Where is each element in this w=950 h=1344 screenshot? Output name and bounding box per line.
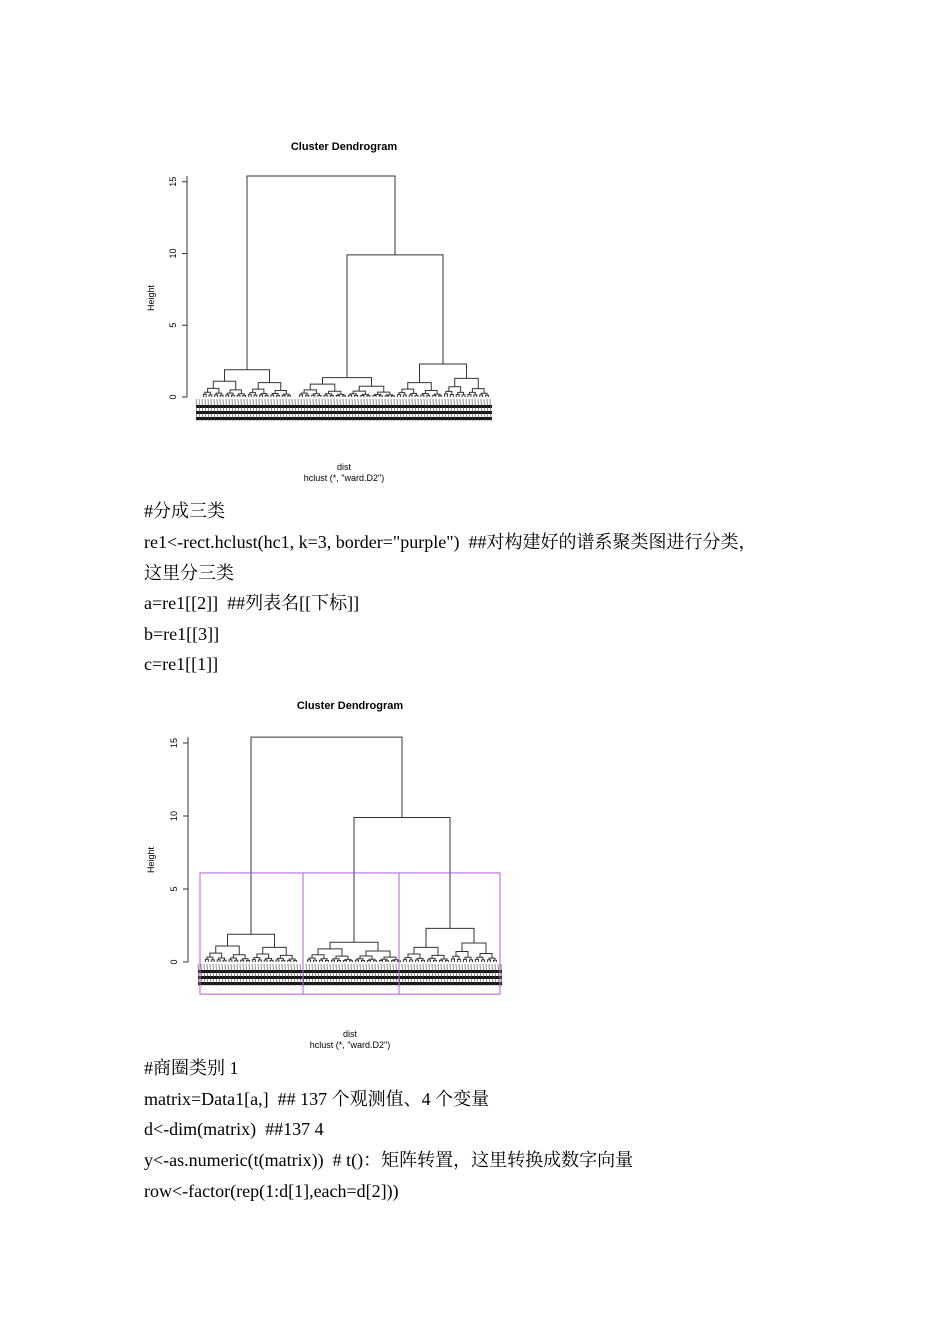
dendrogram-link (426, 928, 474, 947)
dendrogram-link (354, 817, 450, 942)
dendrogram-link (330, 942, 378, 951)
dendrogram-figure-1 (130, 130, 510, 490)
dendrogram-tree (205, 737, 496, 962)
dendrogram-link (420, 364, 467, 383)
code-line-11: row<-factor(rep(1:d[1],each=d[2])) (144, 1181, 399, 1201)
code-line-8: matrix=Data1[a,] ## 137 个观测值、4 个变量 (144, 1089, 490, 1109)
leaf-labels (198, 964, 502, 986)
y-axis-label: Height (146, 284, 156, 312)
dendrogram-link (247, 176, 395, 370)
y-tick-label: 5 (169, 886, 179, 892)
code-line-4: a=re1[[2]] ##列表名[[下标]] (144, 593, 360, 613)
code-line-6: c=re1[[1]] (144, 654, 219, 674)
leaf-label-band (196, 405, 492, 408)
code-line-10: y<-as.numeric(t(matrix)) # t()：矩阵转置，这里转换成数字向量 (144, 1150, 634, 1170)
y-tick-label: 0 (169, 959, 179, 965)
y-tick-label: 10 (168, 248, 178, 259)
dendrogram-link (323, 378, 372, 387)
dendrogram-link (391, 396, 394, 397)
dendrogram-link (251, 737, 402, 934)
y-axis-label: Height (146, 846, 156, 874)
y-axis (169, 737, 188, 964)
code-line-5: b=re1[[3]] (144, 624, 220, 644)
code-line-7: #商圈类别 1 (144, 1058, 239, 1078)
dendrogram-plot-1 (130, 130, 510, 490)
chart-title: Cluster Dendrogram (296, 700, 404, 712)
dendrogram-figure-2 (130, 690, 520, 1060)
hclust-method-label: hclust (*, "ward.D2") (309, 1040, 391, 1050)
code-line-9: d<-dim(matrix) ##137 4 (144, 1119, 324, 1139)
dendrogram-link (225, 370, 270, 383)
leaf-label-band (196, 411, 492, 414)
y-tick-label: 15 (169, 737, 179, 749)
dendrogram-link (228, 934, 275, 947)
code-line-3: 这里分三类 (144, 563, 234, 583)
dendrogram-tree (203, 176, 488, 397)
leaf-labels (196, 399, 492, 421)
y-tick-label: 5 (168, 322, 178, 328)
x-axis-label: dist (336, 462, 352, 472)
code-line-1: #分成三类 (144, 501, 225, 521)
y-tick-label: 0 (168, 394, 178, 400)
chart-title: Cluster Dendrogram (290, 141, 398, 153)
dendrogram-plot-2 (130, 690, 520, 1060)
hclust-method-label: hclust (*, "ward.D2") (303, 473, 385, 483)
code-line-2: re1<-rect.hclust(hc1, k=3, border="purple") ##对构建好的谱系聚类图进行分类， (144, 532, 757, 552)
y-axis (168, 176, 187, 399)
cluster-rectangles (200, 873, 500, 994)
y-tick-label: 10 (169, 810, 179, 822)
dendrogram-link (347, 255, 443, 378)
y-tick-label: 15 (168, 176, 178, 187)
x-axis-label: dist (342, 1029, 358, 1039)
